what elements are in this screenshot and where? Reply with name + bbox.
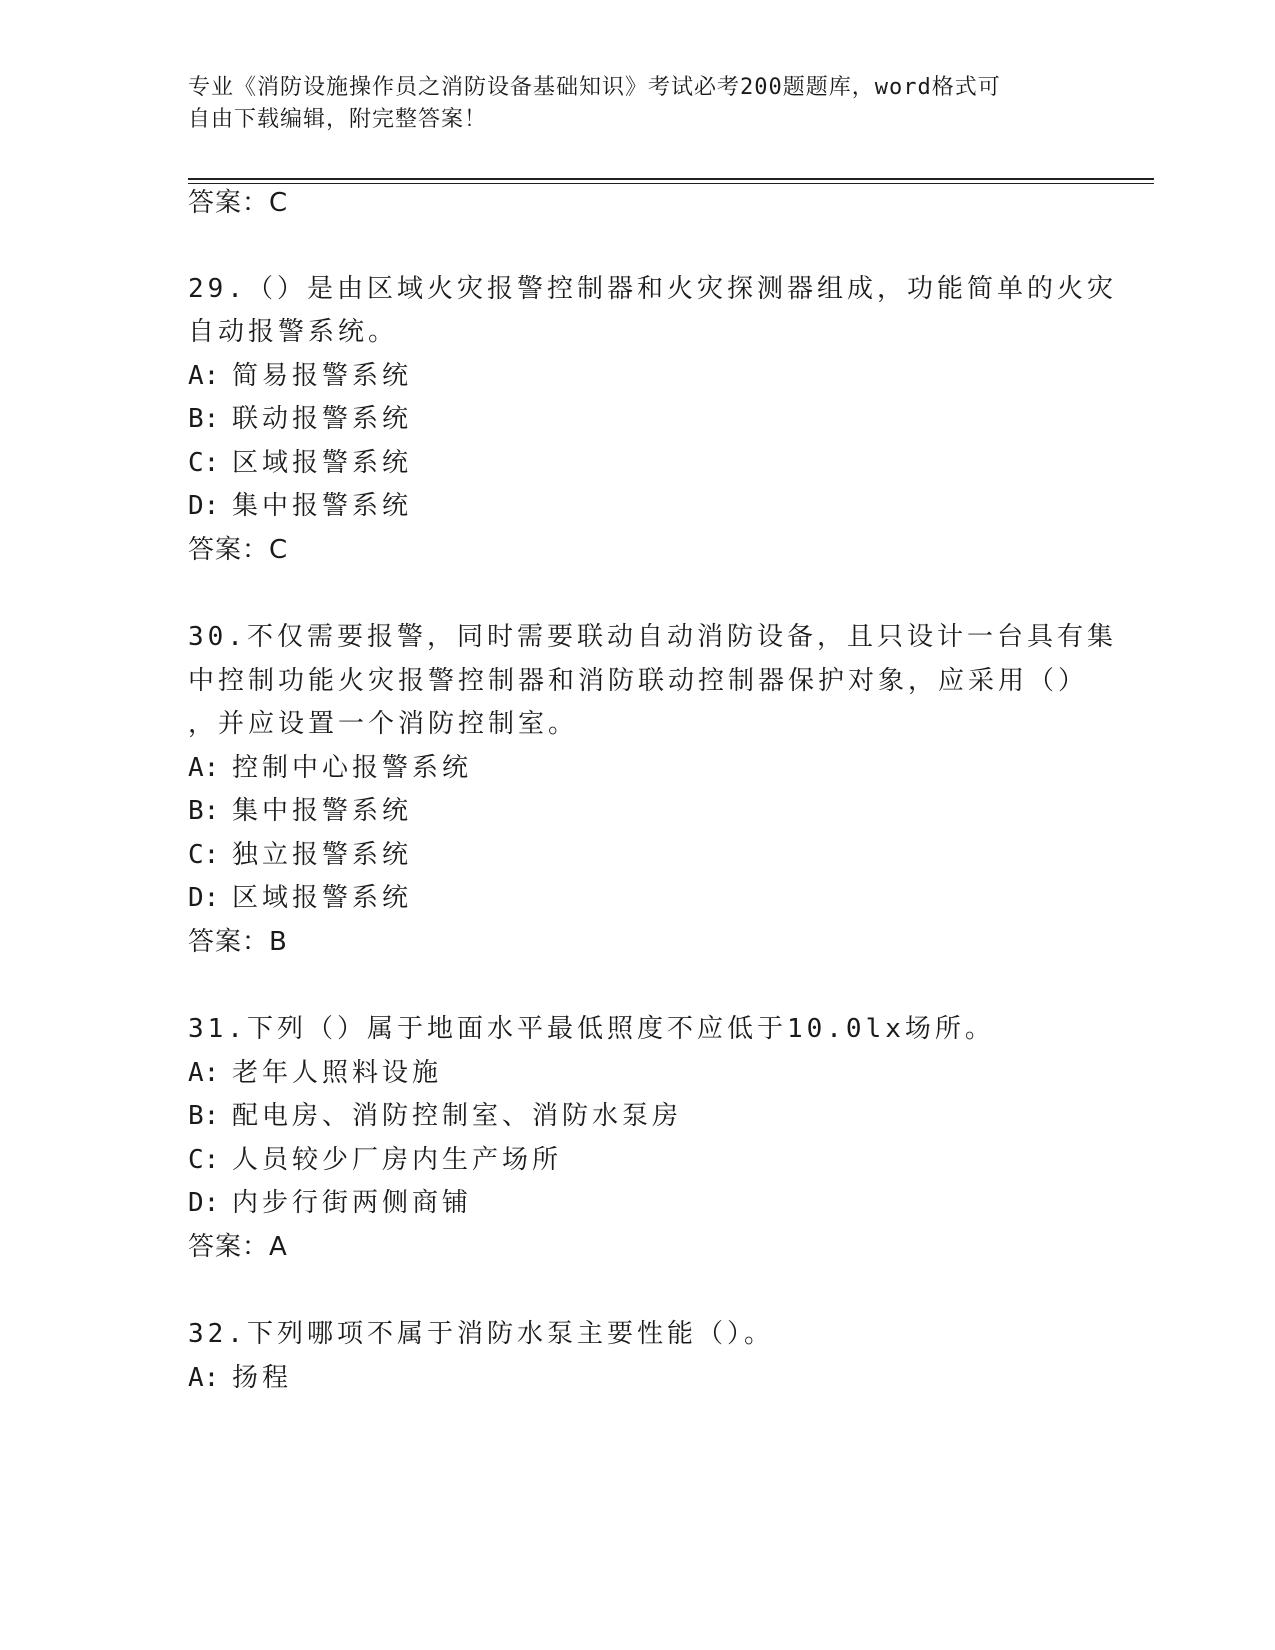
option-text: 联动报警系统 [232, 404, 413, 434]
q29-option-c [188, 446, 412, 480]
header-divider-thick [188, 178, 1154, 180]
q30-stem-line-2: 中控制功能火灾报警控制器和消防联动控制器保护对象，应采用（） [188, 666, 1089, 696]
option-text: 扬程 [232, 1363, 293, 1393]
option-letter: C: [188, 448, 220, 478]
q30-option-d [188, 881, 412, 915]
option-text: 区域报警系统 [232, 883, 413, 913]
option-text: 控制中心报警系统 [232, 753, 473, 783]
option-letter: C: [188, 1145, 220, 1175]
q31-option-b [188, 1099, 682, 1133]
q31-option-c [188, 1143, 562, 1177]
q29-option-b [188, 402, 412, 436]
option-text: 老年人照料设施 [232, 1058, 443, 1088]
option-text: 人员较少厂房内生产场所 [232, 1145, 563, 1175]
option-letter: D: [188, 1188, 220, 1218]
q29-stem-line-1: 29.（）是由区域火灾报警控制器和火灾探测器组成，功能简单的火灾 [188, 274, 1117, 304]
option-letter: B: [188, 796, 220, 826]
q31-option-d [188, 1186, 472, 1220]
previous-answer: 答案：C [188, 188, 289, 218]
header-divider-thin [188, 183, 1154, 184]
q31-answer: 答案：A [188, 1232, 288, 1262]
option-letter: A: [188, 753, 220, 783]
option-letter: B: [188, 1101, 220, 1131]
q29-option-d [188, 489, 412, 523]
option-text: 独立报警系统 [232, 840, 413, 870]
header-line-2: 自由下载编辑，附完整答案！ [188, 107, 488, 132]
q30-option-c [188, 838, 412, 872]
option-text: 集中报警系统 [232, 796, 413, 826]
q32-stem-line-1: 32.下列哪项不属于消防水泵主要性能（）。 [188, 1319, 774, 1349]
option-letter: B: [188, 404, 220, 434]
option-letter: C: [188, 840, 220, 870]
q30-answer: 答案：B [188, 927, 288, 957]
q30-stem-line-3: ，并应设置一个消防控制室。 [188, 709, 579, 739]
option-letter: A: [188, 361, 220, 391]
option-text: 区域报警系统 [232, 448, 413, 478]
q31-stem-line-1: 31.下列（）属于地面水平最低照度不应低于10.0lx场所。 [188, 1014, 995, 1044]
option-text: 集中报警系统 [232, 491, 413, 521]
q29-stem-line-2: 自动报警系统。 [188, 317, 399, 347]
option-letter: D: [188, 883, 220, 913]
option-letter: A: [188, 1058, 220, 1088]
option-letter: A: [188, 1363, 220, 1393]
option-text: 简易报警系统 [232, 361, 413, 391]
header-line-1: 专业《消防设施操作员之消防设备基础知识》考试必考200题题库，word格式可 [188, 75, 1001, 100]
option-text: 配电房、消防控制室、消防水泵房 [232, 1101, 683, 1131]
q30-option-a [188, 751, 472, 785]
q30-option-b [188, 794, 412, 828]
q32-option-a [188, 1361, 292, 1395]
q30-stem-line-1: 30.不仅需要报警，同时需要联动自动消防设备，且只设计一台具有集 [188, 622, 1117, 652]
document-header [188, 72, 1088, 136]
q29-option-a [188, 359, 412, 393]
q31-option-a [188, 1056, 442, 1090]
q29-answer: 答案：C [188, 535, 289, 565]
option-letter: D: [188, 491, 220, 521]
option-text: 内步行街两侧商铺 [232, 1188, 473, 1218]
